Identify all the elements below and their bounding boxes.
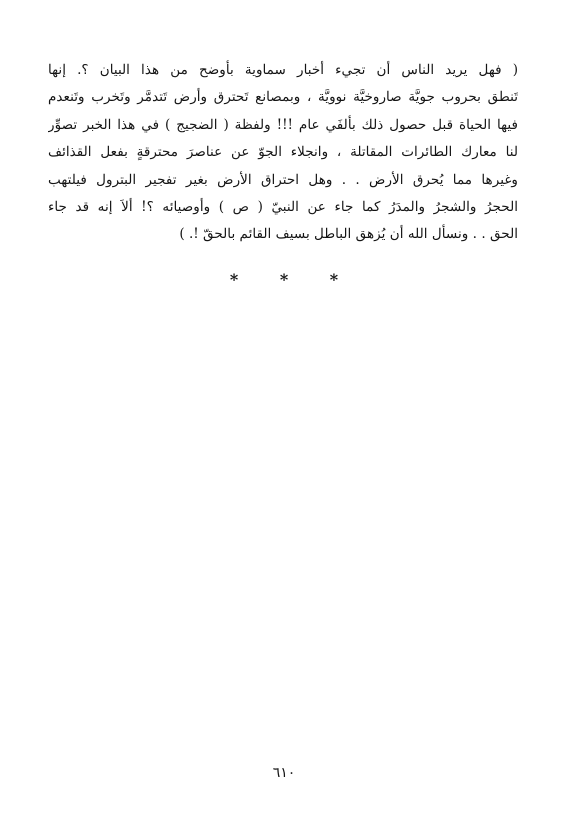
text-line: تَنطق بحروب جويَّة صاروخيَّة نوويَّة ، وبمصانع تَحترق وأرض تَتدمَّر وتَخرب وتَنعدم	[48, 89, 518, 106]
text-line: ( فهل يريد الناس أن تجيء أخبار سماوية بأوضح من هذا البيان ؟. إنها	[48, 62, 518, 78]
text-line: الحق . . ونسأل الله أن يُزهق الباطل بسيف القائم بالحقّ !. )	[179, 226, 518, 243]
page-number: ٦١٠	[272, 765, 296, 781]
body-text	[48, 57, 518, 249]
text-line: لنا معارك الطائرات المقاتلة ، وانجلاء الجوّ عن عناصرَ محترقةٍ بفعل القذائف	[48, 144, 518, 161]
text-line: فيها الحياة قبل حصول ذلك بألفَي عام !!! ولفظة ( الضجيج ) في هذا الخبر تصوِّر	[48, 116, 518, 133]
text-line: وغيرها مما يُحرق الأرض . . وهل احتراق الأرض بغير تفجير البترول فيلتهب	[48, 171, 518, 188]
text-line: الحجرُ والشجرُ والمدَرُ كما جاء عن النبيّ ( ص ) وأوصيائه ؟! ألاَ إنه قد جاء	[48, 198, 518, 215]
section-separator: * * *	[229, 270, 357, 289]
